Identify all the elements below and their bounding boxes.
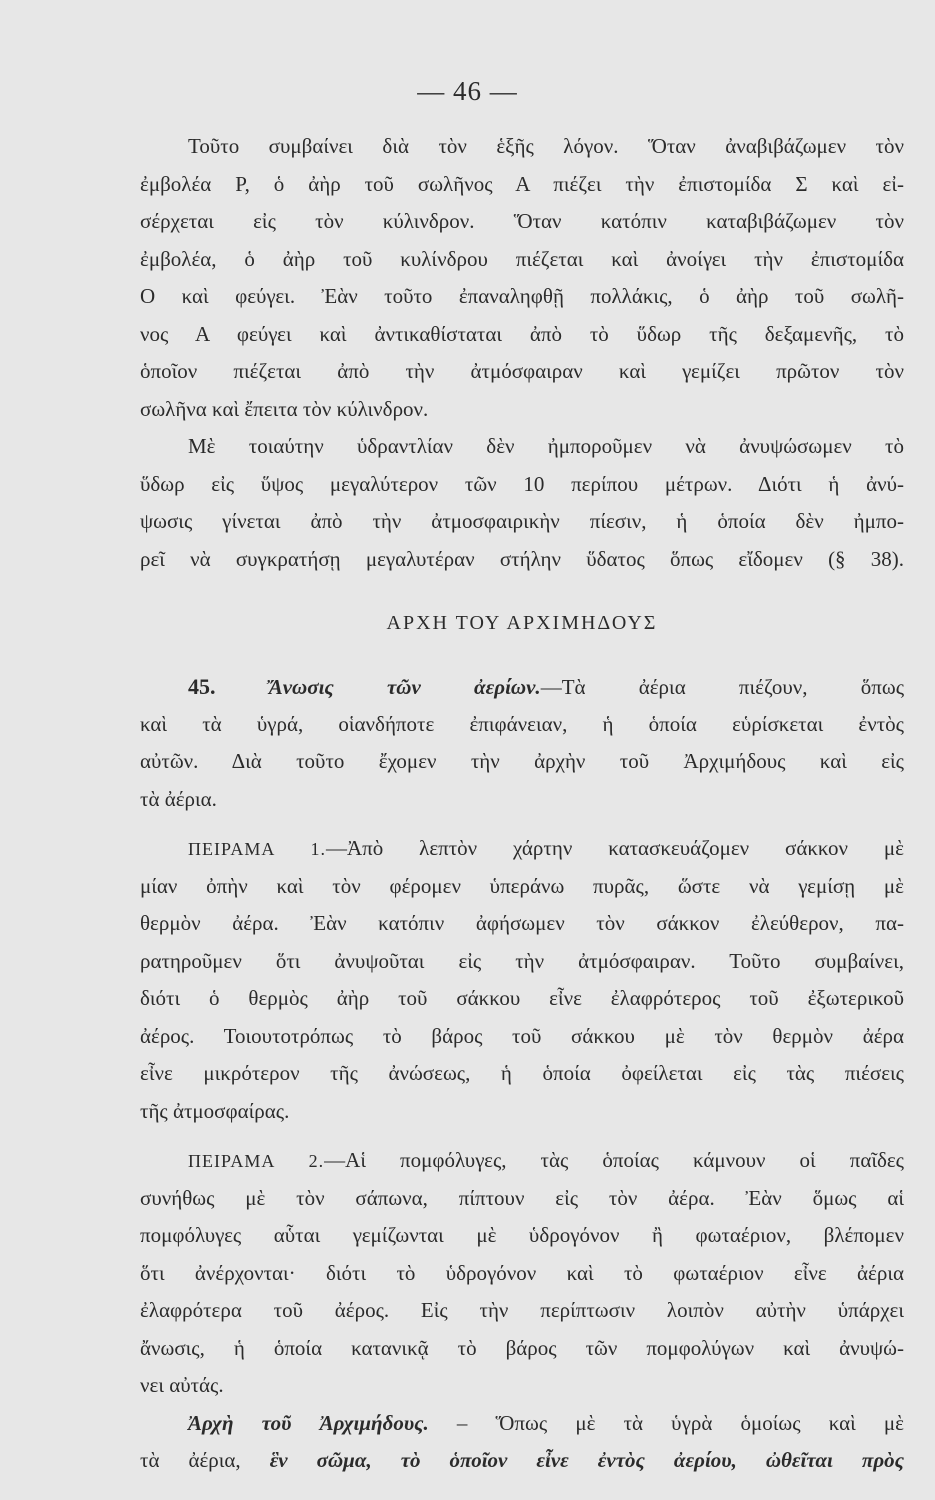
text-line: σωλῆνα καὶ ἔπειτα τὸν κύλινδρον. — [140, 396, 429, 421]
text-line: ρεῖ νὰ συγκρατήσῃ μεγαλυτέραν στήλην ὕδατος ὅπως εἴδομεν (§ 38). — [140, 546, 904, 571]
text-line: αὐτῶν. Διὰ τοῦτο ἔχομεν τὴν ἀρχὴν τοῦ Ἀρχιμήδους καὶ εἰς — [140, 749, 904, 773]
experiment-first-text: —Αἱ πομφόλυγες, τὰς ὁποίας κάμνουν οἱ παῖδες — [324, 1148, 904, 1172]
text-line: Μὲ τοιαύτην ὑδραντλίαν δὲν ἠμποροῦμεν νὰ ἀνυψώσωμεν τὸ — [188, 434, 904, 458]
text-line: ρατηροῦμεν ὅτι ἀνυψοῦται εἰς τὴν ἀτμόσφαιραν. Τοῦτο συμβαίνει, — [140, 948, 904, 973]
text-line: νος Α φεύγει καὶ ἀντικαθίσταται ἀπὸ τὸ ὕδωρ τῆς δεξαμενῆς, τὸ — [140, 321, 904, 346]
principle-title: Ἀρχὴ τοῦ Ἀρχιμήδους. — [188, 1410, 429, 1435]
text-line: ψωσις γίνεται ἀπὸ τὴν ἀτμοσφαιρικὴν πίεσιν, ἡ ὁποία δὲν ἠμπο- — [140, 509, 904, 533]
text-line: τὰ ἀέρια. — [140, 786, 217, 811]
text-line: μίαν ὀπὴν καὶ τὸν φέρομεν ὑπεράνω πυρᾶς, ὥστε νὰ γεμίσῃ μὲ — [140, 873, 904, 898]
text-line: ἀέρος. Τοιουτοτρόπως τὸ βάρος τοῦ σάκκου μὲ τὸν θερμὸν ἀέρα — [140, 1023, 904, 1048]
text-line: ὕδωρ εἰς ὕψος μεγαλύτερον τῶν 10 περίπου μέτρων. Διότι ἡ ἀνύ- — [140, 471, 904, 496]
text-line: Ο καὶ φεύγει. Ἐὰν τοῦτο ἐπαναληφθῇ πολλάκις, ὁ ἀὴρ τοῦ σωλῆ- — [140, 284, 904, 308]
section-number: 45. — [188, 674, 216, 699]
text-line: ἐμβολέα Ρ, ὁ ἀὴρ τοῦ σωλῆνος Α πιέζει τὴν ἐπιστομίδα Σ καὶ εἰ- — [140, 171, 904, 196]
experiment-first-line — [140, 830, 904, 868]
principle-first-line — [140, 1405, 904, 1443]
experiment-label: ΠΕΙΡΑΜΑ 2. — [188, 1151, 325, 1171]
section-first-line — [140, 668, 904, 706]
principle-second-line — [140, 1442, 904, 1480]
principle-second-plain: τὰ ἀέρια, — [140, 1448, 270, 1472]
text-line: εἶνε μικρότερον τῆς ἀνώσεως, ἡ ὁποία ὀφείλεται εἰς τὰς πιέσεις — [140, 1061, 904, 1085]
text-line: ἄνωσις, ἡ ὁποία κατανικᾷ τὸ βάρος τῶν πομφολύγων καὶ ἀνυψώ- — [140, 1335, 904, 1360]
principle-paragraph — [140, 1405, 904, 1480]
text-line: ὁποῖον πιέζεται ἀπὸ τὴν ἀτμόσφαιραν καὶ γεμίζει πρῶτον τὸν — [140, 359, 904, 383]
text-line: τῆς ἀτμοσφαίρας. — [140, 1098, 290, 1123]
text-line: καὶ τὰ ὑγρά, οἱανδήποτε ἐπιφάνειαν, ἡ ὁποία εὑρίσκεται ἐντὸς — [140, 711, 904, 736]
experiment-first-text: —Ἀπὸ λεπτὸν χάρτην κατασκευάζομεν σάκκον μὲ — [326, 836, 904, 860]
text-line: διότι ὁ θερμὸς ἀὴρ τοῦ σάκκου εἶνε ἐλαφρότερος τοῦ ἐξωτερικοῦ — [140, 986, 904, 1010]
text-line: πομφόλυγες αὗται γεμίζωνται μὲ ὑδρογόνον ἢ φωταέριον, βλέπομεν — [140, 1223, 904, 1247]
section-first-text: —Τὰ ἀέρια πιέζουν, ὅπως — [540, 675, 904, 699]
text-line: ἐμβολέα, ὁ ἀὴρ τοῦ κυλίνδρου πιέζεται καὶ ἀνοίγει τὴν ἐπιστομίδα — [140, 246, 904, 271]
page-body — [140, 128, 904, 1480]
text-line: Τοῦτο συμβαίνει διὰ τὸν ἑξῆς λόγον. Ὅταν ἀναβιβάζωμεν τὸν — [188, 134, 904, 158]
section-45 — [140, 668, 904, 818]
text-line: ὅτι ἀνέρχονται· διότι τὸ ὑδρογόνον καὶ τὸ φωταέριον εἶνε ἀέρια — [140, 1260, 904, 1285]
page-number: — 46 — — [417, 76, 518, 106]
section-title: Ἄνωσις τῶν ἀερίων. — [268, 675, 541, 699]
text-line: νει αὐτάς. — [140, 1373, 224, 1397]
text-line: συνήθως μὲ τὸν σάπωνα, πίπτουν εἰς τὸν ἀέρα. Ἐὰν ὅμως αἱ — [140, 1185, 904, 1210]
text-line: σέρχεται εἰς τὸν κύλινδρον. Ὅταν κατόπιν καταβιβάζωμεν τὸν — [140, 209, 904, 233]
principle-statement: ἓν σῶμα, τὸ ὁποῖον εἶνε ἐντὸς ἀερίου, ὠθεῖται πρὸς — [269, 1448, 904, 1472]
paragraph-2 — [140, 428, 904, 578]
principle-first-text: – Ὅπως μὲ τὰ ὑγρὰ ὁμοίως καὶ μὲ — [428, 1410, 904, 1435]
experiment-2 — [140, 1142, 904, 1405]
experiment-1 — [140, 830, 904, 1130]
text-line: θερμὸν ἀέρα. Ἐὰν κατόπιν ἀφήσωμεν τὸν σάκκον ἐλεύθερον, πα- — [140, 911, 904, 935]
experiment-first-line — [140, 1142, 904, 1180]
text-line: ἐλαφρότερα τοῦ ἀέρος. Εἰς τὴν περίπτωσιν λοιπὸν αὐτὴν ὑπάρχει — [140, 1298, 904, 1322]
experiment-label: ΠΕΙΡΑΜΑ 1. — [188, 839, 326, 859]
paragraph-1 — [140, 128, 904, 428]
section-heading: ΑΡΧΗ ΤΟΥ ΑΡΧΙΜΗΔΟΥΣ — [386, 612, 658, 634]
